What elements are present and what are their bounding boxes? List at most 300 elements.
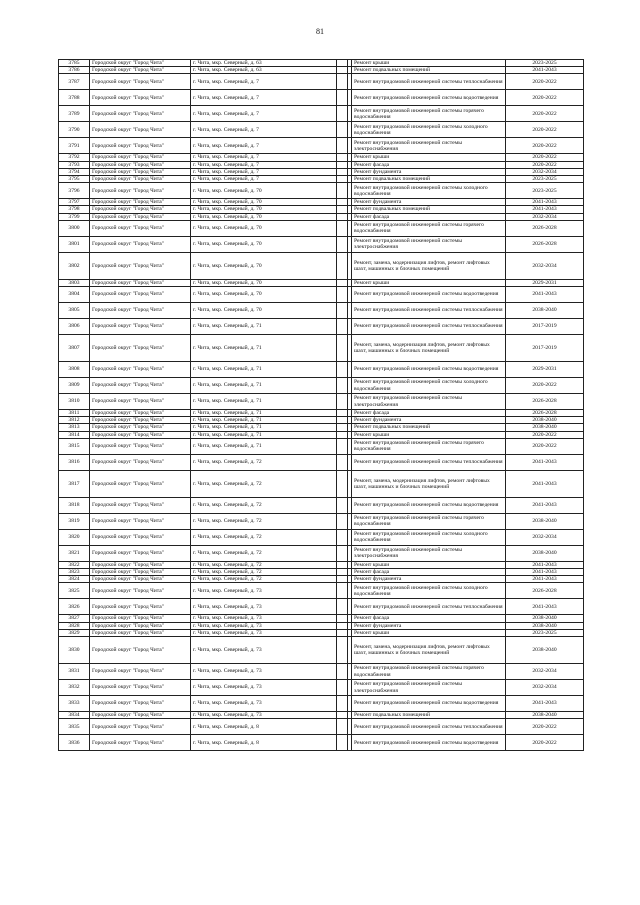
table-row	[59, 569, 584, 576]
municipality-cell: Городской округ "Город Чита"	[90, 122, 191, 138]
work-type-cell: Ремонт внутридомовой инженерной системы теплоснабжения	[352, 319, 506, 335]
address-cell: г. Чита, мкр. Северный, д. 71	[191, 378, 337, 394]
address-cell: г. Чита, мкр. Северный, д. 7	[191, 154, 337, 161]
work-type-cell: Ремонт фасада	[352, 615, 506, 622]
table-body	[59, 60, 584, 751]
blank-cell	[337, 199, 348, 206]
municipality-cell: Городской округ "Город Чита"	[90, 561, 191, 568]
municipality-cell: Городской округ "Город Чита"	[90, 106, 191, 122]
table-row	[59, 362, 584, 378]
blank-cell	[337, 220, 348, 236]
row-number: 3789	[59, 106, 90, 122]
blank-cell	[337, 735, 348, 751]
municipality-cell: Городской округ "Город Чита"	[90, 183, 191, 199]
table-row	[59, 615, 584, 622]
blank-cell	[337, 576, 348, 583]
table-row	[59, 138, 584, 154]
municipality-cell: Городской округ "Город Чита"	[90, 696, 191, 712]
blank-cell	[337, 335, 348, 362]
municipality-cell: Городской округ "Город Чита"	[90, 220, 191, 236]
table-row	[59, 106, 584, 122]
period-cell: 2041-2043	[506, 287, 584, 303]
work-type-cell: Ремонт внутридомовой инженерной системы водоотведения	[352, 497, 506, 513]
municipality-cell: Городской округ "Город Чита"	[90, 138, 191, 154]
table-row	[59, 629, 584, 636]
blank-cell	[337, 168, 348, 175]
address-cell: г. Чита, мкр. Северный, д. 72	[191, 470, 337, 497]
address-cell: г. Чита, мкр. Северный, д. 63	[191, 67, 337, 74]
table-row	[59, 529, 584, 545]
table-row	[59, 431, 584, 438]
table-row	[59, 424, 584, 431]
table-row	[59, 417, 584, 424]
blank-cell	[337, 497, 348, 513]
work-type-cell: Ремонт, замена, модернизация лифтов, ремонт лифтовых шахт, машинных и блочных помещений	[352, 252, 506, 279]
municipality-cell: Городской округ "Город Чита"	[90, 60, 191, 67]
address-cell: г. Чита, мкр. Северный, д. 7	[191, 122, 337, 138]
work-type-cell: Ремонт крыши	[352, 60, 506, 67]
blank-cell	[337, 719, 348, 735]
period-cell: 2029-2031	[506, 279, 584, 286]
blank-cell	[337, 410, 348, 417]
municipality-cell: Городской округ "Город Чита"	[90, 335, 191, 362]
table-row	[59, 161, 584, 168]
period-cell: 2038-2040	[506, 303, 584, 319]
work-type-cell: Ремонт внутридомовой инженерной системы водоотведения	[352, 287, 506, 303]
municipality-cell: Городской округ "Город Чита"	[90, 303, 191, 319]
table-row	[59, 545, 584, 561]
municipality-cell: Городской округ "Город Чита"	[90, 252, 191, 279]
municipality-cell: Городской округ "Город Чита"	[90, 176, 191, 183]
work-type-cell: Ремонт внутридомовой инженерной системы холодного водоснабжения	[352, 122, 506, 138]
address-cell: г. Чита, мкр. Северный, д. 7	[191, 138, 337, 154]
period-cell: 2020-2022	[506, 378, 584, 394]
work-type-cell: Ремонт внутридомовой инженерной системы электроснабжения	[352, 394, 506, 410]
blank-cell	[337, 615, 348, 622]
municipality-cell: Городской округ "Город Чита"	[90, 454, 191, 470]
blank-cell	[337, 470, 348, 497]
row-number: 3835	[59, 719, 90, 735]
address-cell: г. Чита, мкр. Северный, д. 73	[191, 664, 337, 680]
period-cell: 2032-2034	[506, 664, 584, 680]
period-cell: 2041-2043	[506, 561, 584, 568]
table-row	[59, 513, 584, 529]
municipality-cell: Городской округ "Город Чита"	[90, 615, 191, 622]
row-number: 3811	[59, 410, 90, 417]
work-type-cell: Ремонт фундамента	[352, 168, 506, 175]
work-type-cell: Ремонт подвальных помещений	[352, 176, 506, 183]
blank-cell	[337, 545, 348, 561]
blank-cell	[337, 236, 348, 252]
municipality-cell: Городской округ "Город Чита"	[90, 513, 191, 529]
period-cell: 2020-2022	[506, 138, 584, 154]
work-type-cell: Ремонт подвальных помещений	[352, 67, 506, 74]
row-number: 3800	[59, 220, 90, 236]
row-number: 3786	[59, 67, 90, 74]
municipality-cell: Городской округ "Город Чита"	[90, 279, 191, 286]
blank-cell	[337, 362, 348, 378]
table-row	[59, 576, 584, 583]
table-row	[59, 410, 584, 417]
row-number: 3791	[59, 138, 90, 154]
work-type-cell: Ремонт фасада	[352, 410, 506, 417]
municipality-cell: Городской округ "Город Чита"	[90, 236, 191, 252]
table-row	[59, 168, 584, 175]
address-cell: г. Чита, мкр. Северный, д. 7	[191, 106, 337, 122]
row-number: 3810	[59, 394, 90, 410]
work-type-cell: Ремонт крыши	[352, 561, 506, 568]
municipality-cell: Городской округ "Город Чита"	[90, 529, 191, 545]
row-number: 3790	[59, 122, 90, 138]
period-cell: 2017-2019	[506, 335, 584, 362]
row-number: 3801	[59, 236, 90, 252]
row-number: 3816	[59, 454, 90, 470]
blank-cell	[337, 599, 348, 615]
table-row	[59, 199, 584, 206]
row-number: 3797	[59, 199, 90, 206]
row-number: 3788	[59, 90, 90, 106]
period-cell: 2041-2043	[506, 497, 584, 513]
period-cell: 2038-2040	[506, 622, 584, 629]
row-number: 3819	[59, 513, 90, 529]
row-number: 3804	[59, 287, 90, 303]
work-type-cell: Ремонт внутридомовой инженерной системы холодного водоснабжения	[352, 183, 506, 199]
period-cell: 2020-2022	[506, 74, 584, 90]
period-cell: 2032-2034	[506, 213, 584, 220]
period-cell: 2023-2025	[506, 60, 584, 67]
table-row	[59, 561, 584, 568]
address-cell: г. Чита, мкр. Северный, д. 70	[191, 303, 337, 319]
blank-cell	[337, 74, 348, 90]
table-row	[59, 213, 584, 220]
municipality-cell: Городской округ "Город Чита"	[90, 438, 191, 454]
table-row	[59, 735, 584, 751]
period-cell: 2023-2025	[506, 629, 584, 636]
municipality-cell: Городской округ "Город Чита"	[90, 629, 191, 636]
row-number: 3831	[59, 664, 90, 680]
row-number: 3815	[59, 438, 90, 454]
table-row	[59, 335, 584, 362]
row-number: 3820	[59, 529, 90, 545]
row-number: 3836	[59, 735, 90, 751]
address-cell: г. Чита, мкр. Северный, д. 71	[191, 438, 337, 454]
work-type-cell: Ремонт внутридомовой инженерной системы водоотведения	[352, 90, 506, 106]
work-type-cell: Ремонт внутридомовой инженерной системы горячего водоснабжения	[352, 106, 506, 122]
work-type-cell: Ремонт крыши	[352, 629, 506, 636]
period-cell: 2032-2034	[506, 252, 584, 279]
period-cell: 2038-2040	[506, 424, 584, 431]
table-row	[59, 122, 584, 138]
municipality-cell: Городской округ "Город Чита"	[90, 470, 191, 497]
address-cell: г. Чита, мкр. Северный, д. 72	[191, 545, 337, 561]
blank-cell	[337, 622, 348, 629]
work-type-cell: Ремонт внутридомовой инженерной системы теплоснабжения	[352, 303, 506, 319]
address-cell: г. Чита, мкр. Северный, д. 71	[191, 394, 337, 410]
address-cell: г. Чита, мкр. Северный, д. 70	[191, 213, 337, 220]
blank-cell	[337, 629, 348, 636]
table-row	[59, 438, 584, 454]
address-cell: г. Чита, мкр. Северный, д. 72	[191, 561, 337, 568]
blank-cell	[337, 394, 348, 410]
row-number: 3818	[59, 497, 90, 513]
work-type-cell: Ремонт фундамента	[352, 576, 506, 583]
period-cell: 2032-2034	[506, 529, 584, 545]
municipality-cell: Городской округ "Город Чита"	[90, 67, 191, 74]
period-cell: 2032-2034	[506, 680, 584, 696]
period-cell: 2038-2040	[506, 545, 584, 561]
work-type-cell: Ремонт внутридомовой инженерной системы теплоснабжения	[352, 719, 506, 735]
blank-cell	[337, 513, 348, 529]
period-cell: 2017-2019	[506, 319, 584, 335]
work-type-cell: Ремонт фасада	[352, 161, 506, 168]
address-cell: г. Чита, мкр. Северный, д. 73	[191, 629, 337, 636]
row-number: 3814	[59, 431, 90, 438]
period-cell: 2041-2043	[506, 599, 584, 615]
table-row	[59, 183, 584, 199]
table-row	[59, 319, 584, 335]
period-cell: 2023-2025	[506, 176, 584, 183]
address-cell: г. Чита, мкр. Северный, д. 7	[191, 74, 337, 90]
work-type-cell: Ремонт фундамента	[352, 622, 506, 629]
period-cell: 2038-2040	[506, 712, 584, 719]
address-cell: г. Чита, мкр. Северный, д. 63	[191, 60, 337, 67]
address-cell: г. Чита, мкр. Северный, д. 71	[191, 410, 337, 417]
municipality-cell: Городской округ "Город Чита"	[90, 161, 191, 168]
table-row	[59, 470, 584, 497]
address-cell: г. Чита, мкр. Северный, д. 72	[191, 497, 337, 513]
work-type-cell: Ремонт внутридомовой инженерной системы водоотведения	[352, 735, 506, 751]
row-number: 3785	[59, 60, 90, 67]
table-row	[59, 583, 584, 599]
municipality-cell: Городской округ "Город Чита"	[90, 199, 191, 206]
address-cell: г. Чита, мкр. Северный, д. 73	[191, 599, 337, 615]
period-cell: 2020-2022	[506, 90, 584, 106]
blank-cell	[337, 417, 348, 424]
table-row	[59, 220, 584, 236]
period-cell: 2020-2022	[506, 106, 584, 122]
municipality-cell: Городской округ "Город Чита"	[90, 680, 191, 696]
row-number: 3807	[59, 335, 90, 362]
blank-cell	[337, 106, 348, 122]
period-cell: 2026-2028	[506, 394, 584, 410]
table-row	[59, 67, 584, 74]
address-cell: г. Чита, мкр. Северный, д. 70	[191, 279, 337, 286]
blank-cell	[337, 319, 348, 335]
period-cell: 2026-2028	[506, 583, 584, 599]
blank-cell	[337, 287, 348, 303]
municipality-cell: Городской округ "Город Чита"	[90, 576, 191, 583]
municipality-cell: Городской округ "Город Чита"	[90, 319, 191, 335]
address-cell: г. Чита, мкр. Северный, д. 70	[191, 236, 337, 252]
work-type-cell: Ремонт внутридомовой инженерной системы холодного водоснабжения	[352, 529, 506, 545]
municipality-cell: Городской округ "Город Чита"	[90, 735, 191, 751]
blank-cell	[337, 378, 348, 394]
address-cell: г. Чита, мкр. Северный, д. 73	[191, 696, 337, 712]
address-cell: г. Чита, мкр. Северный, д. 71	[191, 319, 337, 335]
blank-cell	[337, 680, 348, 696]
table-row	[59, 394, 584, 410]
work-type-cell: Ремонт подвальных помещений	[352, 712, 506, 719]
blank-cell	[337, 138, 348, 154]
period-cell: 2041-2043	[506, 569, 584, 576]
address-cell: г. Чита, мкр. Северный, д. 73	[191, 712, 337, 719]
blank-cell	[337, 279, 348, 286]
capital-repair-table	[58, 59, 584, 751]
address-cell: г. Чита, мкр. Северный, д. 72	[191, 569, 337, 576]
municipality-cell: Городской округ "Город Чита"	[90, 545, 191, 561]
row-number: 3817	[59, 470, 90, 497]
blank-cell	[337, 438, 348, 454]
row-number: 3796	[59, 183, 90, 199]
row-number: 3806	[59, 319, 90, 335]
work-type-cell: Ремонт крыши	[352, 279, 506, 286]
work-type-cell: Ремонт внутридомовой инженерной системы водоотведения	[352, 696, 506, 712]
table-row	[59, 696, 584, 712]
blank-cell	[337, 431, 348, 438]
table-row	[59, 622, 584, 629]
table-row	[59, 719, 584, 735]
row-number: 3823	[59, 569, 90, 576]
blank-cell	[337, 569, 348, 576]
work-type-cell: Ремонт внутридомовой инженерной системы водоотведения	[352, 362, 506, 378]
row-number: 3787	[59, 74, 90, 90]
work-type-cell: Ремонт крыши	[352, 431, 506, 438]
municipality-cell: Городской округ "Город Чита"	[90, 712, 191, 719]
row-number: 3813	[59, 424, 90, 431]
municipality-cell: Городской округ "Город Чита"	[90, 168, 191, 175]
address-cell: г. Чита, мкр. Северный, д. 8	[191, 735, 337, 751]
work-type-cell: Ремонт фасада	[352, 213, 506, 220]
blank-cell	[337, 637, 348, 664]
row-number: 3808	[59, 362, 90, 378]
work-type-cell: Ремонт фундамента	[352, 199, 506, 206]
period-cell: 2026-2028	[506, 220, 584, 236]
row-number: 3812	[59, 417, 90, 424]
period-cell: 2020-2022	[506, 161, 584, 168]
work-type-cell: Ремонт внутридомовой инженерной системы электроснабжения	[352, 138, 506, 154]
period-cell: 2020-2022	[506, 122, 584, 138]
period-cell: 2020-2022	[506, 431, 584, 438]
blank-cell	[337, 60, 348, 67]
row-number: 3828	[59, 622, 90, 629]
table-row	[59, 287, 584, 303]
work-type-cell: Ремонт внутридомовой инженерной системы теплоснабжения	[352, 454, 506, 470]
municipality-cell: Городской округ "Город Чита"	[90, 90, 191, 106]
table-row	[59, 680, 584, 696]
blank-cell	[337, 664, 348, 680]
work-type-cell: Ремонт внутридомовой инженерной системы холодного водоснабжения	[352, 583, 506, 599]
blank-cell	[337, 90, 348, 106]
work-type-cell: Ремонт, замена, модернизация лифтов, ремонт лифтовых шахт, машинных и блочных помещений	[352, 637, 506, 664]
row-number: 3802	[59, 252, 90, 279]
work-type-cell: Ремонт внутридомовой инженерной системы теплоснабжения	[352, 599, 506, 615]
address-cell: г. Чита, мкр. Северный, д. 71	[191, 362, 337, 378]
blank-cell	[337, 183, 348, 199]
period-cell: 2029-2031	[506, 362, 584, 378]
municipality-cell: Городской округ "Город Чита"	[90, 417, 191, 424]
period-cell: 2038-2040	[506, 615, 584, 622]
blank-cell	[337, 303, 348, 319]
blank-cell	[337, 529, 348, 545]
address-cell: г. Чита, мкр. Северный, д. 70	[191, 206, 337, 213]
address-cell: г. Чита, мкр. Северный, д. 73	[191, 615, 337, 622]
table-row	[59, 90, 584, 106]
period-cell: 2041-2043	[506, 67, 584, 74]
table-row	[59, 599, 584, 615]
period-cell: 2041-2043	[506, 206, 584, 213]
work-type-cell: Ремонт, замена, модернизация лифтов, ремонт лифтовых шахт, машинных и блочных помещений	[352, 335, 506, 362]
period-cell: 2041-2043	[506, 696, 584, 712]
address-cell: г. Чита, мкр. Северный, д. 72	[191, 576, 337, 583]
period-cell: 2041-2043	[506, 199, 584, 206]
address-cell: г. Чита, мкр. Северный, д. 70	[191, 252, 337, 279]
row-number: 3793	[59, 161, 90, 168]
address-cell: г. Чита, мкр. Северный, д. 70	[191, 220, 337, 236]
row-number: 3832	[59, 680, 90, 696]
blank-cell	[337, 252, 348, 279]
period-cell: 2026-2028	[506, 410, 584, 417]
municipality-cell: Городской округ "Город Чита"	[90, 378, 191, 394]
work-type-cell: Ремонт фасада	[352, 569, 506, 576]
work-type-cell: Ремонт внутридомовой инженерной системы электроснабжения	[352, 236, 506, 252]
blank-cell	[337, 67, 348, 74]
work-type-cell: Ремонт внутридомовой инженерной системы горячего водоснабжения	[352, 438, 506, 454]
address-cell: г. Чита, мкр. Северный, д. 7	[191, 176, 337, 183]
row-number: 3833	[59, 696, 90, 712]
period-cell: 2032-2034	[506, 168, 584, 175]
row-number: 3795	[59, 176, 90, 183]
municipality-cell: Городской округ "Город Чита"	[90, 394, 191, 410]
row-number: 3809	[59, 378, 90, 394]
page-number: 81	[316, 27, 324, 36]
period-cell: 2041-2043	[506, 454, 584, 470]
row-number: 3827	[59, 615, 90, 622]
period-cell: 2038-2040	[506, 513, 584, 529]
municipality-cell: Городской округ "Город Чита"	[90, 431, 191, 438]
work-type-cell: Ремонт фундамента	[352, 417, 506, 424]
table-row	[59, 303, 584, 319]
blank-cell	[337, 206, 348, 213]
address-cell: г. Чита, мкр. Северный, д. 72	[191, 454, 337, 470]
address-cell: г. Чита, мкр. Северный, д. 72	[191, 513, 337, 529]
period-cell: 2026-2028	[506, 236, 584, 252]
blank-cell	[337, 176, 348, 183]
row-number: 3825	[59, 583, 90, 599]
period-cell: 2020-2022	[506, 438, 584, 454]
municipality-cell: Городской округ "Город Чита"	[90, 719, 191, 735]
row-number: 3792	[59, 154, 90, 161]
address-cell: г. Чита, мкр. Северный, д. 71	[191, 424, 337, 431]
blank-cell	[337, 454, 348, 470]
municipality-cell: Городской округ "Город Чита"	[90, 583, 191, 599]
municipality-cell: Городской округ "Город Чита"	[90, 664, 191, 680]
row-number: 3794	[59, 168, 90, 175]
work-type-cell: Ремонт подвальных помещений	[352, 206, 506, 213]
period-cell: 2020-2022	[506, 719, 584, 735]
period-cell: 2020-2022	[506, 735, 584, 751]
address-cell: г. Чита, мкр. Северный, д. 73	[191, 680, 337, 696]
row-number: 3829	[59, 629, 90, 636]
address-cell: г. Чита, мкр. Северный, д. 71	[191, 335, 337, 362]
table-row	[59, 497, 584, 513]
table-row	[59, 60, 584, 67]
table-row	[59, 637, 584, 664]
table-row	[59, 176, 584, 183]
municipality-cell: Городской округ "Город Чита"	[90, 410, 191, 417]
work-type-cell: Ремонт подвальных помещений	[352, 424, 506, 431]
period-cell: 2041-2043	[506, 470, 584, 497]
blank-cell	[337, 122, 348, 138]
